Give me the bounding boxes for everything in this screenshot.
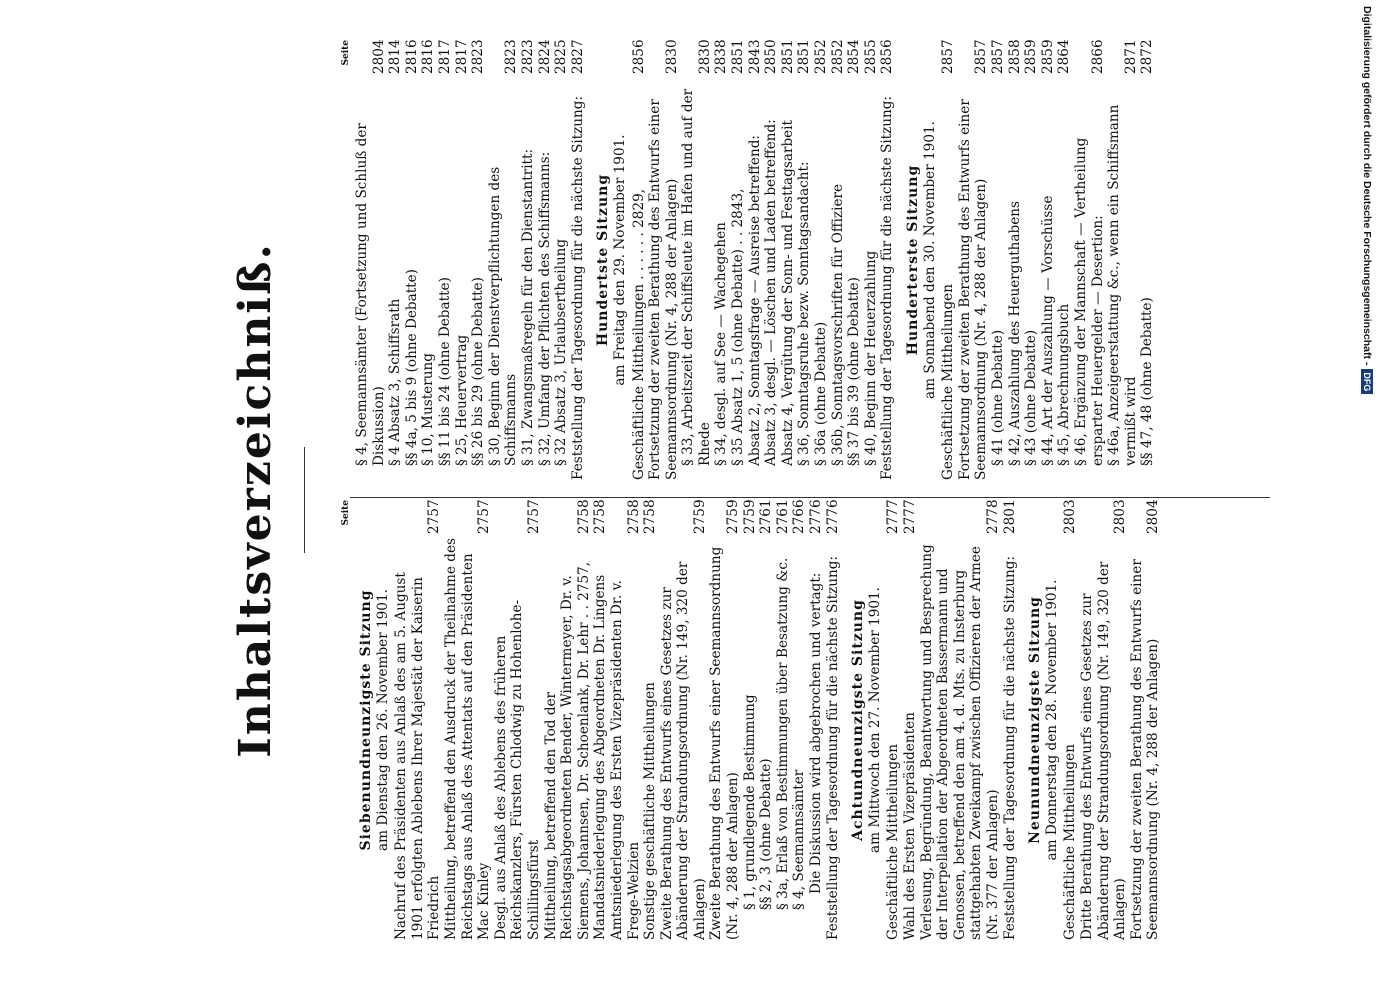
toc-entry — [902, 500, 919, 940]
toc-entry-page: 2872 — [1139, 39, 1156, 74]
toc-entry-text: § 32 Absatz 3, Urlaubsertheilung — [553, 238, 570, 466]
toc-entry-page: 2852 — [829, 39, 846, 74]
toc-entry-page: 2823 — [503, 39, 520, 74]
toc-entry — [758, 500, 775, 940]
toc-entry-text: § 35 Absatz 1, 5 (ohne Debatte) . . 2843, — [730, 188, 747, 466]
toc-entry — [1040, 40, 1057, 480]
toc-entry-page: 2758 — [625, 499, 642, 534]
document-page — [200, 0, 1300, 1000]
toc-entry-text: Fortsetzung der zweiten Berathung des Entwurfs einer Seemannsordnung (Nr. 4, 288 der Anlagen) — [1128, 559, 1162, 940]
toc-entry — [990, 40, 1007, 480]
digitization-credit — [1360, 6, 1380, 1000]
toc-entry-text: § 43 (ohne Debatte) — [1023, 329, 1040, 466]
session-title: Hunderterste Sitzung — [905, 164, 921, 356]
toc-entry-text: Feststellung der Tagesordnung für die nächste Sitzung: — [879, 95, 896, 480]
toc-entry-text: §§ 2, 3 (ohne Debatte) — [758, 758, 775, 910]
toc-entry-page: 2843 — [746, 39, 763, 74]
toc-entry-page: 2759 — [691, 499, 708, 534]
toc-entry — [808, 500, 825, 940]
toc-entry — [885, 500, 902, 940]
toc-entry-page: 2857 — [973, 39, 990, 74]
session-block — [595, 40, 896, 480]
toc-entry-page: 2803 — [1062, 499, 1079, 534]
toc-entry-text: Geschäftliche Mittheilungen — [885, 744, 902, 940]
toc-entry — [763, 40, 780, 480]
credit-text-row — [1360, 6, 1374, 766]
toc-entry-text: Die Diskussion wird abgebrochen und vertagt: — [808, 572, 825, 894]
toc-entry-text: Sonstige geschäftliche Mittheilungen — [642, 682, 659, 940]
toc-entry-text: § 41 (ohne Debatte) — [989, 329, 1006, 466]
toc-entry-page: 2757 — [426, 499, 443, 534]
toc-entry-page: 2766 — [791, 499, 808, 534]
toc-entry-page: 2814 — [387, 39, 404, 74]
toc-entry-text: §§ 11 bis 24 (ohne Debatte) — [436, 277, 453, 466]
toc-entry-page: 2851 — [796, 39, 813, 74]
toc-entry-page: 2838 — [713, 39, 730, 74]
toc-entry-text: §§ 26 bis 29 (ohne Debatte) — [470, 277, 487, 466]
toc-entry — [592, 500, 609, 940]
page-title: Inhaltsverzeichniß. — [230, 242, 281, 758]
toc-entry-page: 2761 — [758, 499, 775, 534]
toc-entry-text: Geschäftliche Mittheilungen . . . . . . 2829, — [630, 188, 647, 480]
toc-entry — [747, 40, 764, 480]
session-date: am Dienstag den 26. November 1901. — [374, 589, 391, 851]
toc-entry-text: § 4, Seemannsämter — [791, 769, 808, 910]
toc-entry — [1129, 500, 1162, 940]
toc-entry-text: §§ 37 bis 39 (ohne Debatte) — [846, 277, 863, 466]
toc-entry-text: Mittheilung, betreffend den Ausdruck der Theilnahme des Reichstags aus Anlaß des Attentats auf den Präsidenten Mac Kinley — [442, 538, 493, 940]
toc-entry — [487, 40, 520, 480]
toc-entry-text: § 45, Abrechnungsbuch — [1056, 303, 1073, 466]
toc-entry-text: Wahl des Ersten Vizepräsidenten — [902, 712, 918, 940]
toc-entry-page: 2857 — [940, 39, 957, 74]
toc-entry-page: 2804 — [1145, 499, 1162, 534]
toc-entry-page: 2758 — [642, 499, 659, 534]
seite-label: Seite — [341, 40, 351, 66]
session-title: Hundertste Sitzung — [595, 173, 612, 347]
toc-entry — [1073, 40, 1106, 480]
toc-entry-page: 2759 — [741, 499, 758, 534]
toc-entry-page: 2803 — [1112, 499, 1129, 534]
column-divider — [350, 497, 1270, 498]
toc-entry-text: § 4 Absatz 3, Schiffsrath — [387, 298, 404, 466]
session-block — [850, 500, 1018, 940]
toc-entry-page: 2817 — [436, 39, 453, 74]
toc-entry-page: 2823 — [470, 39, 487, 74]
toc-entry-page: 2758 — [592, 499, 609, 534]
toc-entry-text: Feststellung der Tagesordnung für die nächste Sitzung: — [569, 95, 586, 480]
toc-entry — [520, 40, 537, 480]
toc-entry-text: § 32, Umfang der Pflichten des Schiffsmanns: — [536, 151, 553, 466]
toc-entry-page: 2778 — [984, 499, 1001, 534]
toc-entry-page: 2855 — [862, 39, 879, 74]
title-rule — [304, 447, 305, 553]
toc-entry-page: 2801 — [1001, 499, 1018, 534]
toc-entry-page: 2852 — [813, 39, 830, 74]
toc-entry-page: 2758 — [575, 499, 592, 534]
toc-entry-page: 2757 — [525, 499, 542, 534]
left-sections — [358, 500, 1162, 940]
toc-entry-page: 2823 — [519, 39, 536, 74]
session-title: Neunundneunzigste Sitzung — [1027, 596, 1044, 844]
toc-entry-page: 2856 — [630, 39, 647, 74]
toc-entry-page: 2830 — [696, 39, 713, 74]
toc-entry — [730, 40, 747, 480]
toc-entry-text: Amtsniederlegung des Ersten Vizepräsidenten Dr. v. Frege-Welzien — [608, 580, 642, 940]
toc-entry — [553, 40, 570, 480]
toc-entry-text: § 36b, Sonntagsvorschriften für Offiziere — [829, 183, 846, 466]
toc-entry — [420, 40, 437, 480]
toc-entry-text: Nachruf des Präsidenten aus Anlaß des am 5. August 1901 erfolgten Ablebens Ihrer Majestät der Kaiserin Friedrich — [393, 572, 443, 940]
toc-entry-text: § 25, Heuervertrag — [453, 334, 470, 466]
toc-entry-page: 2850 — [763, 39, 780, 74]
toc-entry-page: 2858 — [1006, 39, 1023, 74]
toc-entry-text: § 40, Beginn der Heuerzahlung — [862, 250, 879, 466]
toc-entry-text: § 42, Auszahlung des Heuerguthabens — [1006, 200, 1023, 466]
session-block — [358, 500, 841, 940]
toc-entry-text: § 1, grundlegende Bestimmung — [741, 694, 758, 910]
toc-entry — [830, 40, 847, 480]
toc-entry — [846, 40, 863, 480]
toc-entry-page: 2859 — [1023, 39, 1040, 74]
toc-entry-text: § 30, Beginn der Dienstverpflichtungen des Schiffsmanns — [486, 166, 520, 466]
toc-entry-text: § 44, Art der Auszahlung — Vorschüsse — [1039, 195, 1056, 466]
toc-entry-page: 2859 — [1039, 39, 1056, 74]
toc-entry-text: Absatz 3, desgl. — Löschen und Laden betreffend: — [763, 119, 780, 466]
toc-entry — [570, 40, 587, 480]
toc-entry-text: Absatz 2, Sonntagsfrage — Ausreise betreffend: — [746, 135, 763, 466]
toc-entry-page: 2776 — [824, 499, 841, 534]
toc-entry — [609, 500, 642, 940]
toc-entry — [919, 500, 1002, 940]
toc-entry-text: §§ 4a, 5 bis 9 (ohne Debatte) — [403, 269, 420, 466]
toc-entry — [647, 40, 680, 480]
toc-entry-page: 2864 — [1056, 39, 1073, 74]
toc-entry-text: Verlesung, Begründung, Beantwortung und Besprechung der Interpellation der Abgeordneten Bassermann und Genossen, betreffend den am 4. d. Mts. zu Insterburg stattgehabten Zweikampf zwischen Offizieren der Armee (Nr. 377 der Anlagen) — [918, 544, 1001, 940]
toc-entry-text: § 36, Sonntagsruhe bezw. Sonntagsandacht: — [796, 161, 813, 466]
session-title: Achtundneunzigste Sitzung — [850, 599, 867, 841]
toc-entry — [796, 40, 813, 480]
toc-entry — [825, 500, 842, 940]
seite-label: Seite — [341, 500, 351, 526]
toc-entry — [537, 40, 554, 480]
toc-entry-text: Absatz 4, Vergütung der Sonn- und Festtagsarbeit — [779, 120, 796, 466]
toc-entry — [631, 40, 648, 480]
toc-entry-page: 2830 — [663, 39, 680, 74]
toc-entry-text: § 3a, Erlaß von Bestimmungen über Besatzung &c. — [774, 557, 791, 910]
toc-entry — [659, 500, 709, 940]
toc-entry — [879, 40, 896, 480]
toc-entry-text: Mandatsniederlegung des Abgeordneten Dr. Lingens — [592, 574, 609, 940]
toc-entry-page: 2776 — [808, 499, 825, 534]
toc-entry — [680, 40, 713, 480]
toc-entry — [775, 500, 792, 940]
toc-entry — [470, 40, 487, 480]
session-block — [354, 40, 586, 480]
toc-entry — [393, 500, 443, 940]
toc-entry-page: 2827 — [569, 39, 586, 74]
dfg-logo: DFG — [1361, 369, 1373, 394]
session-date: am Freitag den 29. November 1901. — [611, 134, 628, 386]
toc-entry — [940, 40, 957, 480]
toc-entry-text: § 10, Musterung — [420, 353, 437, 466]
toc-left-column — [340, 500, 1171, 940]
session-date: am Mittwoch den 27. November 1901. — [866, 587, 883, 853]
toc-entry-text: Desgl. aus Anlaß des Ablebens des früheren Reichskanzlers, Fürsten Chlodwig zu Hohenlohe-Schillingsfürst — [492, 599, 542, 940]
toc-entry-page: 2825 — [553, 39, 570, 74]
session-block — [1027, 500, 1162, 940]
toc-entry-text: Fortsetzung der zweiten Berathung des Entwurfs einer Seemannsordnung (Nr. 4, 288 der Anlagen) — [956, 99, 990, 480]
toc-entry — [791, 500, 808, 940]
toc-entry — [1062, 500, 1079, 940]
toc-entry-text: § 34, desgl. auf See — Wachegehen — [713, 222, 730, 466]
toc-entry — [780, 40, 797, 480]
toc-entry-text: Zweite Berathung des Entwurfs eines Gesetzes zur Abänderung der Strandungsordnung (Nr. 149, 320 der Anlagen) — [658, 561, 708, 940]
toc-entry — [454, 40, 471, 480]
toc-entry — [437, 40, 454, 480]
toc-entry-page: 2851 — [779, 39, 796, 74]
toc-entry — [713, 40, 730, 480]
toc-entry-page: 2759 — [725, 499, 742, 534]
toc-entry-text: Zweite Berathung des Entwurfs einer Seemannsordnung (Nr. 4, 288 der Anlagen) — [708, 546, 742, 940]
toc-entry-text: § 33, Arbeitszeit der Schiffsleute im Hafen und auf der Rhede — [680, 88, 713, 466]
toc-entry — [1023, 40, 1040, 480]
toc-entry-text: Geschäftliche Mittheilungen — [1062, 744, 1079, 940]
toc-entry-page: 2777 — [902, 499, 918, 534]
toc-entry — [1139, 40, 1156, 480]
toc-entry — [957, 40, 990, 480]
toc-entry-page: 2866 — [1089, 39, 1106, 74]
toc-entry-text: Feststellung der Tagesordnung für die nächste Sitzung: — [1001, 555, 1018, 940]
toc-entry — [742, 500, 759, 940]
session-date: am Donnerstag den 28. November 1901. — [1043, 579, 1060, 861]
toc-entry-page: 2856 — [879, 39, 896, 74]
toc-entry — [543, 500, 593, 940]
toc-entry-text: Geschäftliche Mittheilungen — [940, 284, 957, 480]
toc-entry — [1106, 40, 1139, 480]
toc-entry — [708, 500, 741, 940]
toc-entry-page: 2804 — [370, 39, 387, 74]
toc-entry-page: 2824 — [536, 39, 553, 74]
toc-entry-text: § 46a, Anzeigeerstattung &c., wenn ein Schiffsmann vermißt wird — [1106, 104, 1139, 466]
toc-entry — [443, 500, 493, 940]
toc-entry-page: 2871 — [1122, 39, 1139, 74]
toc-entry-page: 2817 — [453, 39, 470, 74]
toc-entry — [642, 500, 659, 940]
toc-entry — [813, 40, 830, 480]
toc-entry-text: Fortsetzung der zweiten Berathung des Entwurfs einer Seemannsordnung (Nr. 4, 288 der Anlagen) — [647, 99, 680, 480]
right-sections — [354, 40, 1156, 480]
toc-entry-text: § 36a (ohne Debatte) — [813, 321, 830, 466]
toc-entry-text: § 31, Zwangsmaßregeln für den Dienstantritt: — [519, 148, 536, 466]
toc-entry — [404, 40, 421, 480]
toc-entry — [354, 40, 387, 480]
toc-entry-text: Dritte Berathung des Entwurfs eines Gesetzes zur Abänderung der Strandungsordnung (Nr. 149, 320 der Anlagen) — [1078, 561, 1129, 940]
toc-entry-text: § 4, Seemannsämter (Fortsetzung und Schluß der Diskussion) — [354, 123, 387, 466]
toc-entry-page: 2851 — [730, 39, 747, 74]
credit-label: Digitalisierung gefördert durch die Deutsche Forschungsgemeinschaft - — [1361, 6, 1373, 366]
session-date: am Sonnabend den 30. November 1901. — [921, 121, 938, 399]
toc-entry — [1079, 500, 1129, 940]
session-title: Siebenundneunzigste Sitzung — [358, 589, 374, 851]
toc-entry-page: 2777 — [885, 499, 902, 534]
toc-entry-page: 2816 — [403, 39, 420, 74]
toc-entry-page: 2854 — [846, 39, 863, 74]
toc-right-column — [340, 40, 1165, 480]
toc-entry-text: § 46, Ergänzung der Mannschaft — Vertheilung ersparter Heuergelder — Desertion: — [1072, 137, 1106, 466]
toc-entry-text: Feststellung der Tagesordnung für die nächste Sitzung: — [824, 555, 841, 940]
toc-entry-page: 2757 — [476, 499, 493, 534]
toc-entry — [387, 40, 404, 480]
session-block — [905, 40, 1156, 480]
toc-entry-text: §§ 47, 48 (ohne Debatte) — [1139, 297, 1156, 466]
toc-entry-page: 2857 — [989, 39, 1006, 74]
toc-entry — [1007, 40, 1024, 480]
toc-entry-page: 2816 — [420, 39, 437, 74]
toc-entry — [1056, 40, 1073, 480]
toc-entry — [1002, 500, 1019, 940]
toc-entry-text: Mittheilung, betreffend den Tod der Reichstagsabgeordneten Bender, Wintermeyer, Dr. v. Siemens, Johannsen, Dr. Schoenlank, Dr. Lehr . . 2757, — [542, 561, 592, 940]
toc-entry-page: 2761 — [774, 499, 791, 534]
toc-entry — [863, 40, 880, 480]
toc-entry — [493, 500, 543, 940]
